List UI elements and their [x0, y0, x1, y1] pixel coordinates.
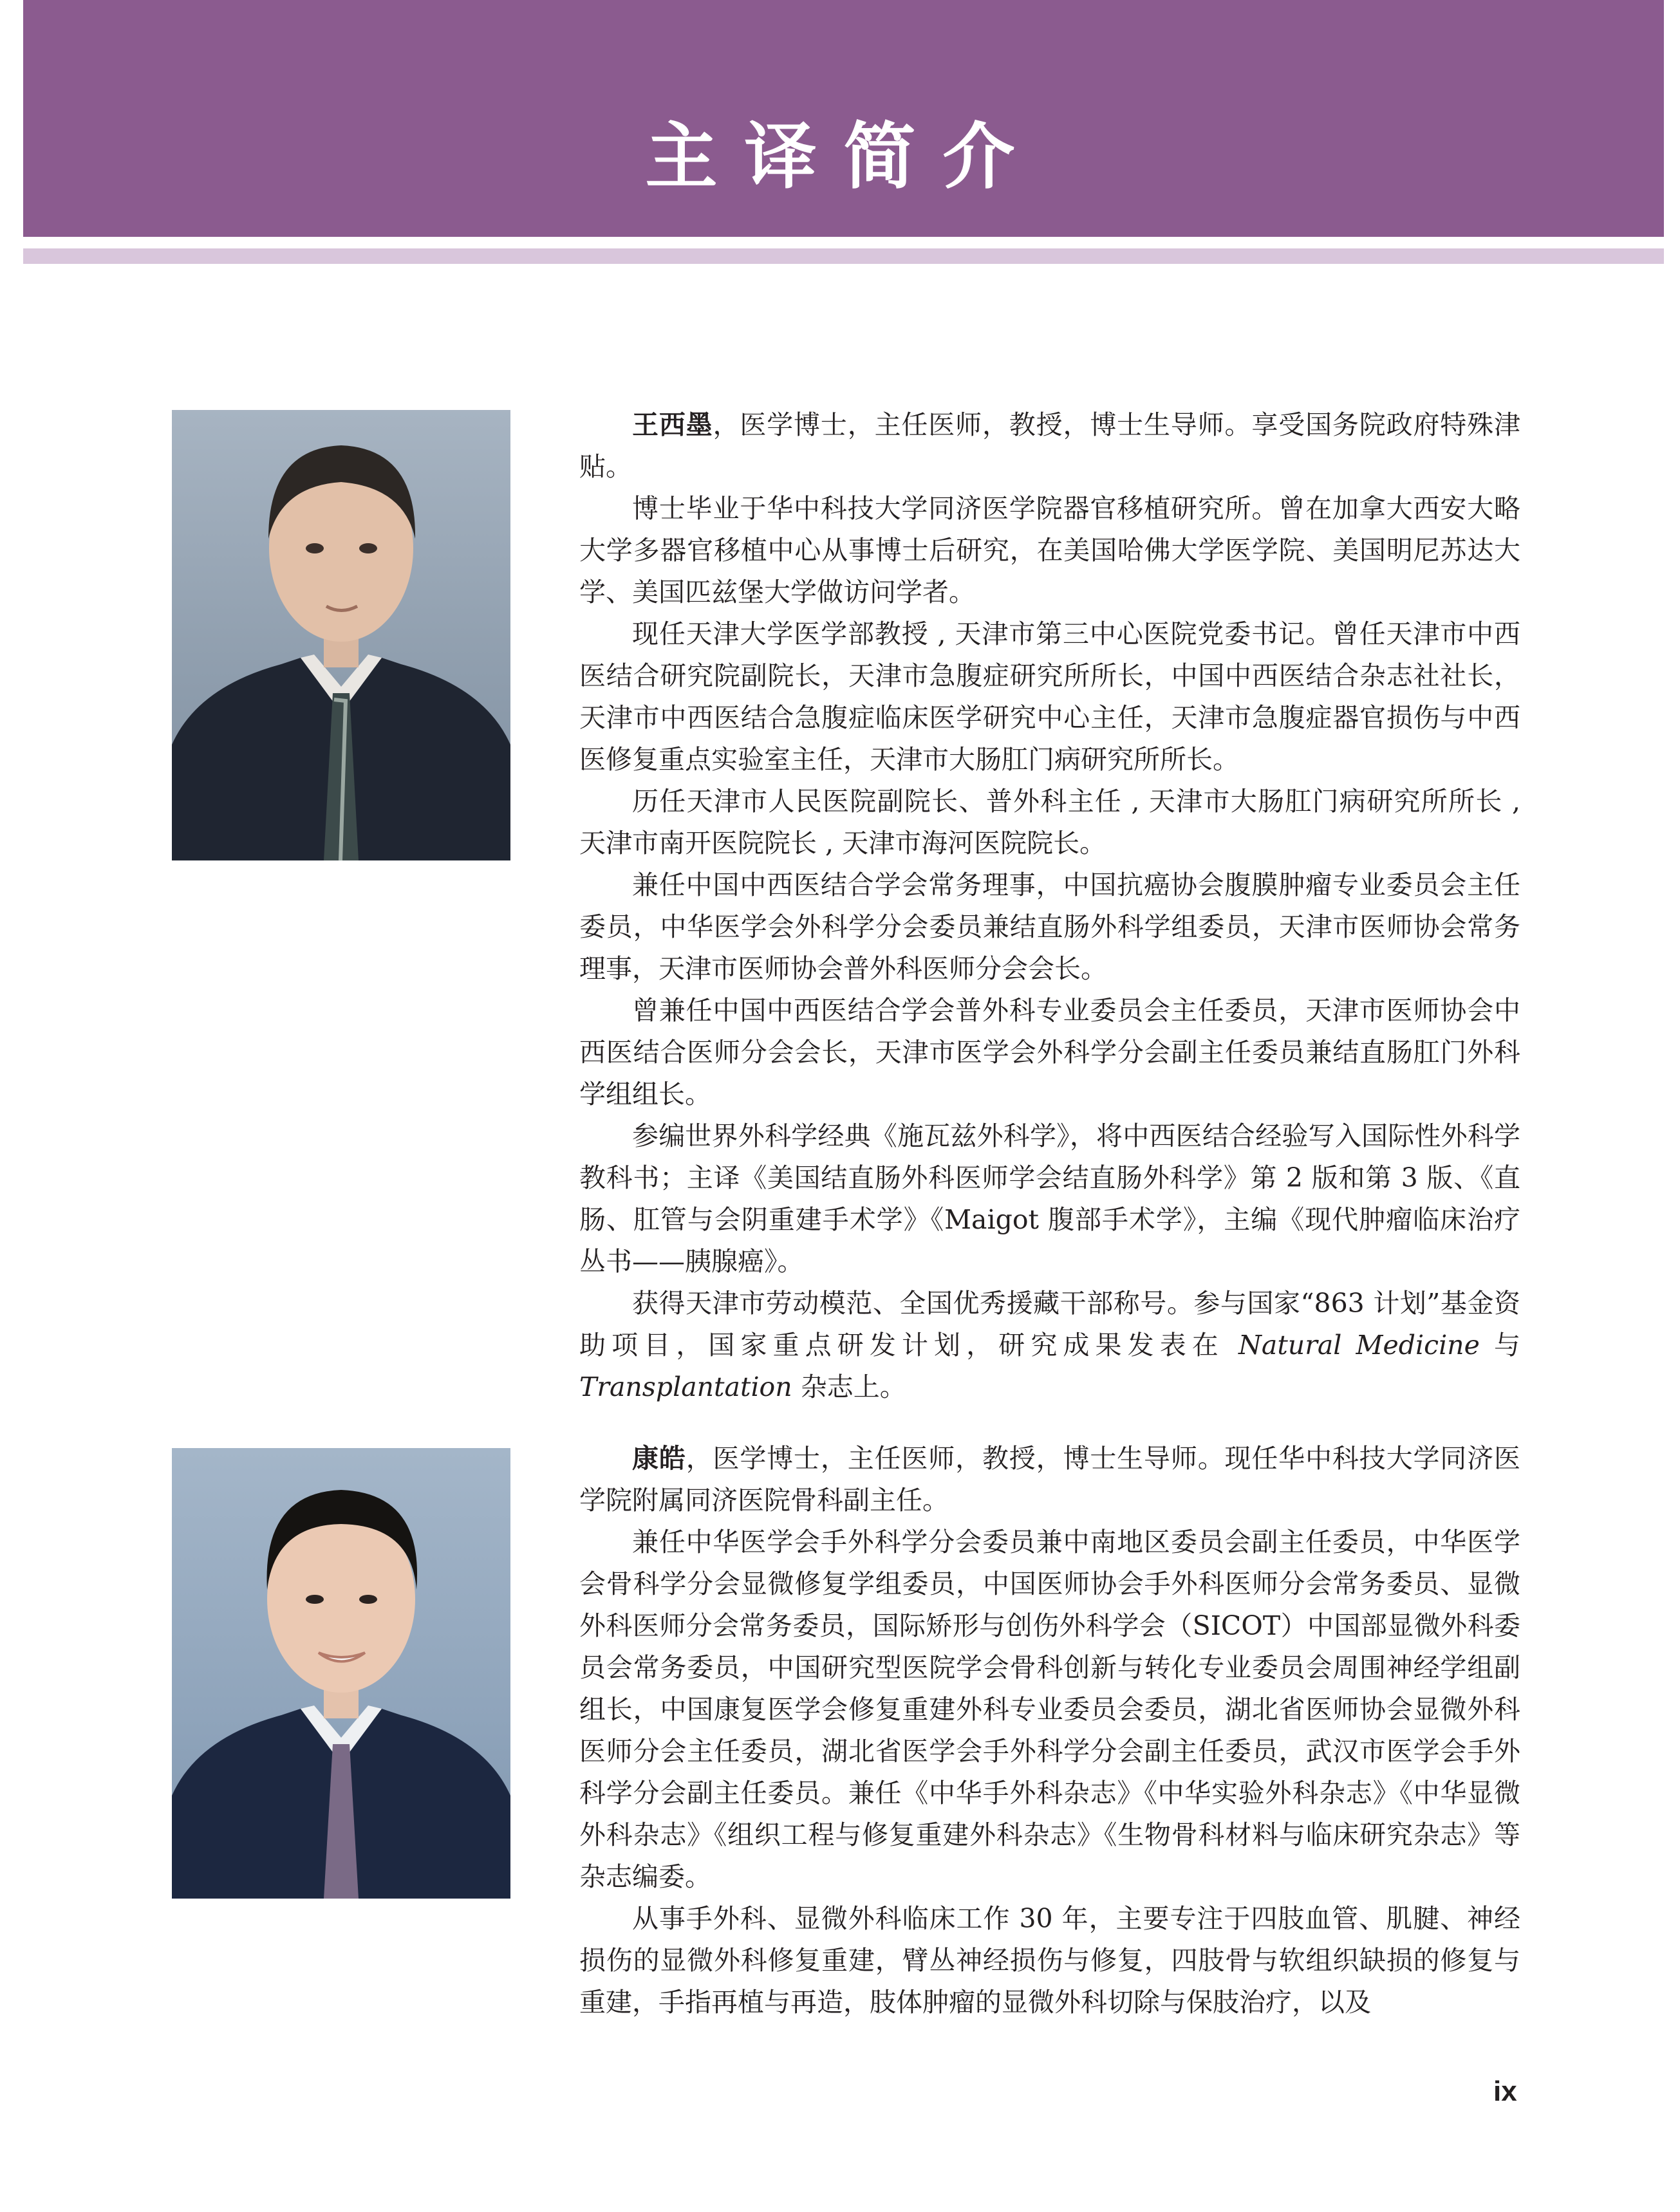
page-number: ix — [1493, 2076, 1517, 2107]
bio-1-paragraph-4: 历任天津市人民医院副院长、普外科主任 , 天津市大肠肛门病研究所所长 , 天津市南开医院院长 , 天津市海河医院院长。 — [579, 786, 1520, 859]
bio-1-paragraph-2: 博士毕业于华中科技大学同济医学院器官移植研究所。曾在加拿大西安大略大学多器官移植中心从事博士后研究，在美国哈佛大学医学院、美国明尼苏达大学、美国匹兹堡大学做访问学者。 — [579, 493, 1520, 608]
bio-1-paragraph-7: 参编世界外科学经典《施瓦兹外科学》，将中西医结合经验写入国际性外科学教科书；主译《美国结直肠外科医师学会结直肠外科学》第 2 版和第 3 版、《直肠、肛管与会阴重建手术学》《Maigot 腹部手术学》，主编《现代肿瘤临床治疗丛书——胰腺癌》。 — [579, 1120, 1520, 1277]
header-band — [23, 0, 1664, 237]
portrait-figure-1 — [172, 410, 510, 860]
bio-1-paragraph-6: 曾兼任中国中西医结合学会普外科专业委员会主任委员，天津市医师协会中西医结合医师分会会长，天津市医学会外科学分会副主任委员兼结直肠肛门外科学组组长。 — [579, 995, 1520, 1110]
translator-bio-1 — [579, 404, 1520, 1408]
bio-1-paragraph-8: 获得天津市劳动模范、全国优秀援藏干部称号。参与国家“863 计划”基金资助项目，国家重点研发计划，研究成果发表在 Natural Medicine 与 Transplantation 杂志上。 — [579, 1288, 1520, 1402]
header-stripe — [23, 248, 1664, 264]
bio-1-paragraph-5: 兼任中国中西医结合学会常务理事，中国抗癌协会腹膜肿瘤专业委员会主任委员，中华医学会外科学分会委员兼结直肠外科学组委员，天津市医师协会常务理事，天津市医师协会普外科医师分会会长。 — [579, 869, 1520, 984]
portrait-photo-1 — [172, 410, 510, 860]
page-title: 主译简介 — [645, 114, 1042, 199]
bio-2-paragraph-1: 康皓，医学博士，主任医师，教授，博士生导师。现任华中科技大学同济医学院附属同济医院骨科副主任。 — [579, 1443, 1520, 1516]
translator-bio-2 — [579, 1438, 1520, 2023]
translator-name-2: 康皓 — [632, 1443, 686, 1474]
portrait-figure-2 — [172, 1448, 510, 1899]
bio-1-paragraph-3: 现任天津大学医学部教授 , 天津市第三中心医院党委书记。曾任天津市中西医结合研究院副院长，天津市急腹症研究所所长，中国中西医结合杂志社社长，天津市中西医结合急腹症临床医学研究中心主任，天津市急腹症器官损伤与中西医修复重点实验室主任，天津市大肠肛门病研究所所长。 — [579, 618, 1520, 775]
bio-1-paragraph-1: 王西墨，医学博士，主任医师，教授，博士生导师。享受国务院政府特殊津贴。 — [579, 409, 1520, 482]
journal-transplantation: Transplantation — [579, 1371, 792, 1402]
portrait-photo-2 — [172, 1448, 510, 1899]
bio-2-paragraph-3: 从事手外科、显微外科临床工作 30 年，主要专注于四肢血管、肌腱、神经损伤的显微外科修复重建，臂丛神经损伤与修复，四肢骨与软组织缺损的修复与重建，手指再植与再造，肢体肿瘤的显微外科切除与保肢治疗，以及 — [579, 1903, 1520, 2018]
bio-2-paragraph-2: 兼任中华医学会手外科学分会委员兼中南地区委员会副主任委员，中华医学会骨科学分会显微修复学组委员，中国医师协会手外科医师分会常务委员、显微外科医师分会常务委员，国际矫形与创伤外科学会（SICOT）中国部显微外科委员会常务委员，中国研究型医院学会骨科创新与转化专业委员会周围神经学组副组长，中国康复医学会修复重建外科专业委员会委员，湖北省医师协会显微外科医师分会主任委员，湖北省医学会手外科学分会副主任委员，武汉市医学会手外科学分会副主任委员。兼任《中华手外科杂志》《中华实验外科杂志》《中华显微外科杂志》《组织工程与修复重建外科杂志》《生物骨科材料与临床研究杂志》等杂志编委。 — [579, 1527, 1520, 1892]
translator-name-1: 王西墨 — [632, 409, 713, 440]
journal-natural-medicine: Natural Medicine — [1238, 1330, 1480, 1361]
